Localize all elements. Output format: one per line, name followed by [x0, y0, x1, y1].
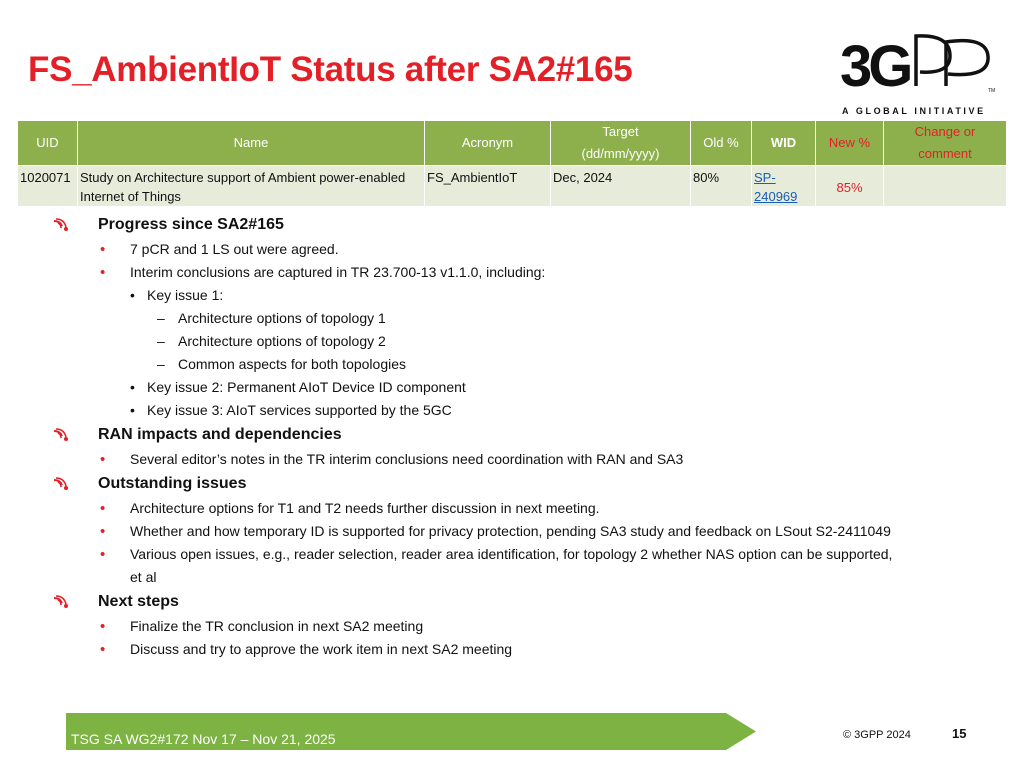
- section-title: Next steps: [98, 593, 179, 610]
- list-item: • 7 pCR and 1 LS out were agreed.: [48, 238, 998, 261]
- header-change-l2: comment: [918, 146, 972, 161]
- footer-meeting: TSG SA WG2#172 Nov 17 – Nov 21, 2025: [71, 731, 336, 747]
- cell-old-pct: 80%: [691, 166, 752, 207]
- header-change-l1: Change or: [914, 124, 976, 139]
- list-item: – Architecture options of topology 2: [48, 330, 998, 353]
- section-title: Progress since SA2#165: [98, 216, 284, 233]
- header-wid: WID: [752, 121, 816, 166]
- section-heading-outstanding: [48, 471, 998, 497]
- bullet-icon: •: [100, 451, 106, 468]
- signal-bullet-icon: [52, 428, 70, 442]
- header-uid: UID: [18, 121, 78, 166]
- cell-wid: [752, 166, 816, 207]
- 3gpp-logo: [838, 26, 998, 118]
- section-heading-next: [48, 589, 998, 615]
- slide-title: FS_AmbientIoT Status after SA2#165: [28, 50, 633, 89]
- section-heading-ran: [48, 422, 998, 448]
- cell-new-pct: 85%: [816, 166, 884, 207]
- cell-uid: 1020071: [18, 166, 78, 207]
- bullet-icon: •: [130, 402, 135, 418]
- header-target: [551, 121, 691, 166]
- signal-bullet-icon: [52, 595, 70, 609]
- logo-tagline: A GLOBAL INITIATIVE: [842, 106, 986, 116]
- list-item: – Common aspects for both topologies: [48, 353, 998, 376]
- list-item: • Key issue 2: Permanent AIoT Device ID component: [48, 376, 998, 399]
- cell-name: Study on Architecture support of Ambient power-enabled Internet of Things: [78, 166, 425, 207]
- slide-content: [48, 212, 998, 661]
- list-item: • Various open issues, e.g., reader selection, reader area identification, for topology 2 whether NAS option can be supported, et al: [48, 543, 998, 589]
- cell-acronym: FS_AmbientIoT: [425, 166, 551, 207]
- bullet-icon: •: [100, 241, 106, 258]
- bullet-icon: •: [130, 287, 135, 303]
- dash-icon: –: [157, 356, 165, 372]
- header-name: Name: [78, 121, 425, 166]
- list-item: – Architecture options of topology 1: [48, 307, 998, 330]
- svg-text:3G: 3G: [840, 34, 910, 99]
- signal-bullet-icon: [52, 218, 70, 232]
- wid-link-l2: 240969: [754, 189, 798, 204]
- header-target-l1: Target: [602, 124, 639, 139]
- bullet-icon: •: [130, 379, 135, 395]
- header-new-pct: New %: [816, 121, 884, 166]
- list-item: • Key issue 3: AIoT services supported by the 5GC: [48, 399, 998, 422]
- dash-icon: –: [157, 310, 165, 326]
- section-heading-progress: [48, 212, 998, 238]
- cell-target: Dec, 2024: [551, 166, 691, 207]
- signal-bullet-icon: [52, 477, 70, 491]
- list-item: • Finalize the TR conclusion in next SA2 meeting: [48, 615, 998, 638]
- list-item: • Whether and how temporary ID is supported for privacy protection, pending SA3 study and feedback on LSout S2-2411049: [48, 520, 998, 543]
- copyright: © 3GPP 2024: [843, 729, 911, 741]
- header-change: [884, 121, 1007, 166]
- table-row: [18, 166, 1007, 207]
- list-item: • Discuss and try to approve the work item in next SA2 meeting: [48, 638, 998, 661]
- wid-link[interactable]: [754, 170, 797, 204]
- header-target-l2: (dd/mm/yyyy): [581, 146, 660, 161]
- page-number: 15: [952, 726, 967, 741]
- wid-link-l1: SP-: [754, 170, 776, 185]
- status-table: [17, 120, 1007, 207]
- section-title: RAN impacts and dependencies: [98, 426, 342, 443]
- bullet-icon: •: [100, 641, 106, 658]
- dash-icon: –: [157, 333, 165, 349]
- tm-mark: TM: [988, 88, 996, 94]
- bullet-icon: •: [100, 546, 106, 563]
- table-header-row: [18, 121, 1007, 166]
- cell-comment: [884, 166, 1007, 207]
- list-item: • Architecture options for T1 and T2 needs further discussion in next meeting.: [48, 497, 998, 520]
- section-title: Outstanding issues: [98, 475, 247, 492]
- list-item: • Interim conclusions are captured in TR 23.700-13 v1.1.0, including:: [48, 261, 998, 284]
- bullet-icon: •: [100, 500, 106, 517]
- bullet-icon: •: [100, 264, 106, 281]
- bullet-icon: •: [100, 523, 106, 540]
- header-old-pct: Old %: [691, 121, 752, 166]
- bullet-icon: •: [100, 618, 106, 635]
- list-item: • Several editor’s notes in the TR interim conclusions need coordination with RAN and SA3: [48, 448, 998, 471]
- header-acronym: Acronym: [425, 121, 551, 166]
- list-item: • Key issue 1:: [48, 284, 998, 307]
